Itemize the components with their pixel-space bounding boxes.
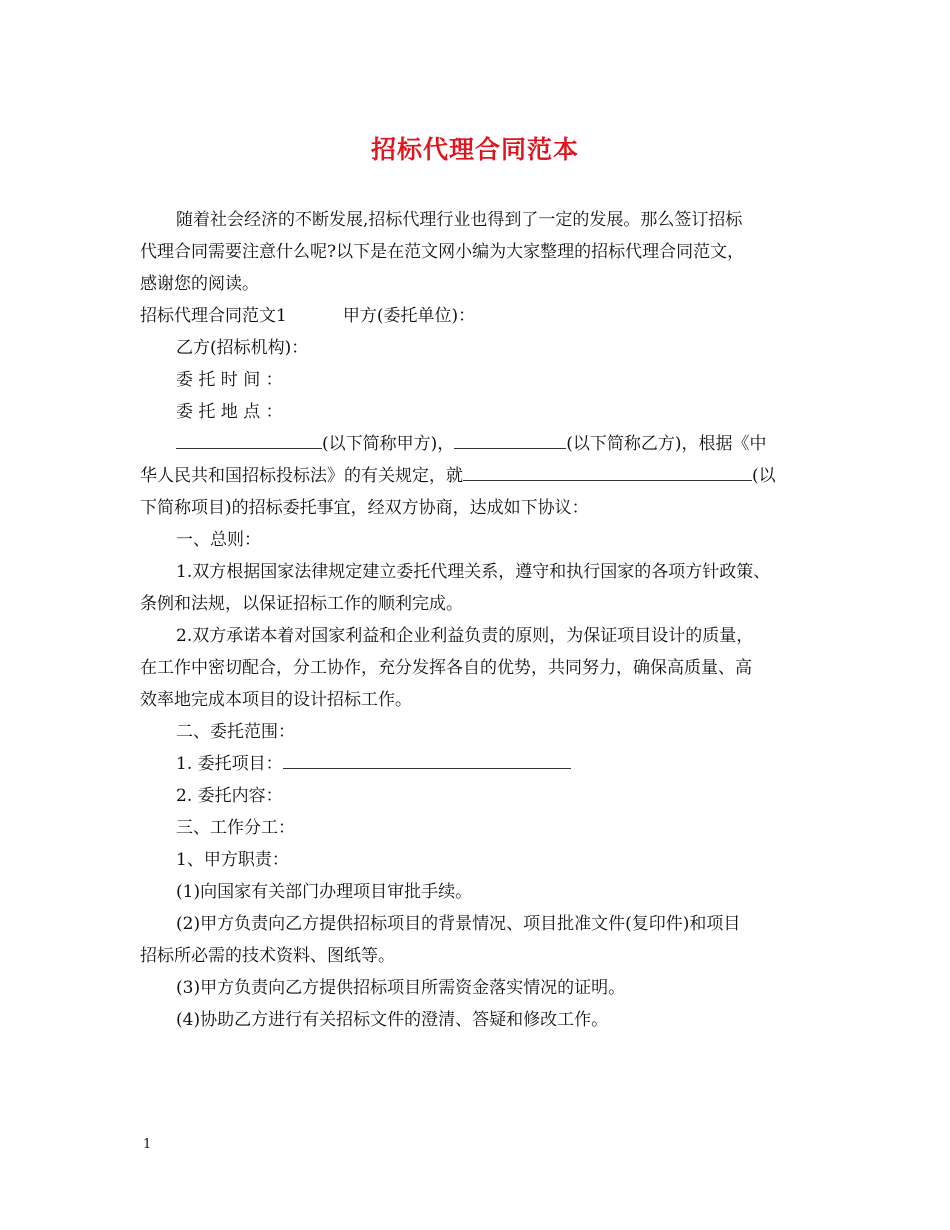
duty-line: (2)甲方负责向乙方提供招标项目的背景情况、项目批准文件(复印件)和项目: [176, 914, 741, 934]
clause-line: [140, 748, 812, 780]
clause-line: 条例和法规，以保证招标工作的顺利完成。: [140, 594, 463, 614]
intro-paragraph-line: 随着社会经济的不断发展,招标代理行业也得到了一定的发展。那么签订招标: [176, 210, 743, 230]
party-b-label: 乙方(招标机构)：: [176, 338, 309, 358]
sample-heading-line: [140, 300, 812, 332]
entrust-place-label: 委 托 地 点 ：: [176, 402, 283, 422]
section-heading: 二、委托范围：: [176, 722, 295, 742]
basis-a-suffix: (以下简称甲方)，: [322, 434, 455, 454]
page-number: 1: [143, 1137, 152, 1152]
entrust-project-label: 1. 委托项目：: [176, 754, 283, 774]
basis-paragraph-line: 下简称项目)的招标委托事宜，经双方协商，达成如下协议：: [140, 498, 589, 518]
entrust-time-label: 委 托 时 间 ：: [176, 370, 283, 390]
document-body: [140, 204, 812, 1036]
section-heading: 三、工作分工：: [176, 818, 295, 838]
basis-paragraph-line: [140, 428, 812, 460]
basis-paragraph-line: [140, 460, 812, 492]
party-b-blank: [454, 428, 566, 449]
clause-line: 在工作中密切配合，分工协作，充分发挥各自的优势，共同努力，确保高质量、高: [140, 658, 752, 678]
entrust-content-label: 2. 委托内容：: [176, 786, 283, 806]
party-a-label: 甲方(委托单位)：: [342, 306, 476, 326]
project-blank: [463, 460, 752, 481]
sample-heading: 招标代理合同范文1: [140, 306, 287, 326]
duty-line: (1)向国家有关部门办理项目审批手续。: [176, 882, 473, 902]
basis-line2-suffix: (以: [752, 466, 776, 486]
basis-line2-prefix: 华人民共和国招标投标法》的有关规定，就: [140, 466, 463, 486]
entrust-project-blank: [283, 748, 571, 769]
party-a-blank: [176, 428, 322, 449]
intro-paragraph-line: 感谢您的阅读。: [140, 274, 259, 294]
duty-line: (3)甲方负责向乙方提供招标项目所需资金落实情况的证明。: [176, 978, 626, 998]
duty-line: (4)协助乙方进行有关招标文件的澄清、答疑和修改工作。: [176, 1010, 609, 1030]
clause-line: 1.双方根据国家法律规定建立委托代理关系，遵守和执行国家的各项方针政策、: [176, 562, 771, 582]
intro-paragraph-line: 代理合同需要注意什么呢?以下是在范文网小编为大家整理的招标代理合同范文，: [140, 242, 745, 262]
clause-line: 2.双方承诺本着对国家利益和企业利益负责的原则，为保证项目设计的质量，: [176, 626, 754, 646]
subsection-heading: 1、甲方职责：: [176, 850, 289, 870]
duty-line: 招标所必需的技术资料、图纸等。: [140, 946, 395, 966]
basis-b-suffix: (以下简称乙方)，根据《中: [566, 434, 767, 454]
section-heading: 一、总则：: [176, 530, 261, 550]
document-title: 招标代理合同范本: [370, 135, 579, 164]
clause-line: 效率地完成本项目的设计招标工作。: [140, 690, 412, 710]
